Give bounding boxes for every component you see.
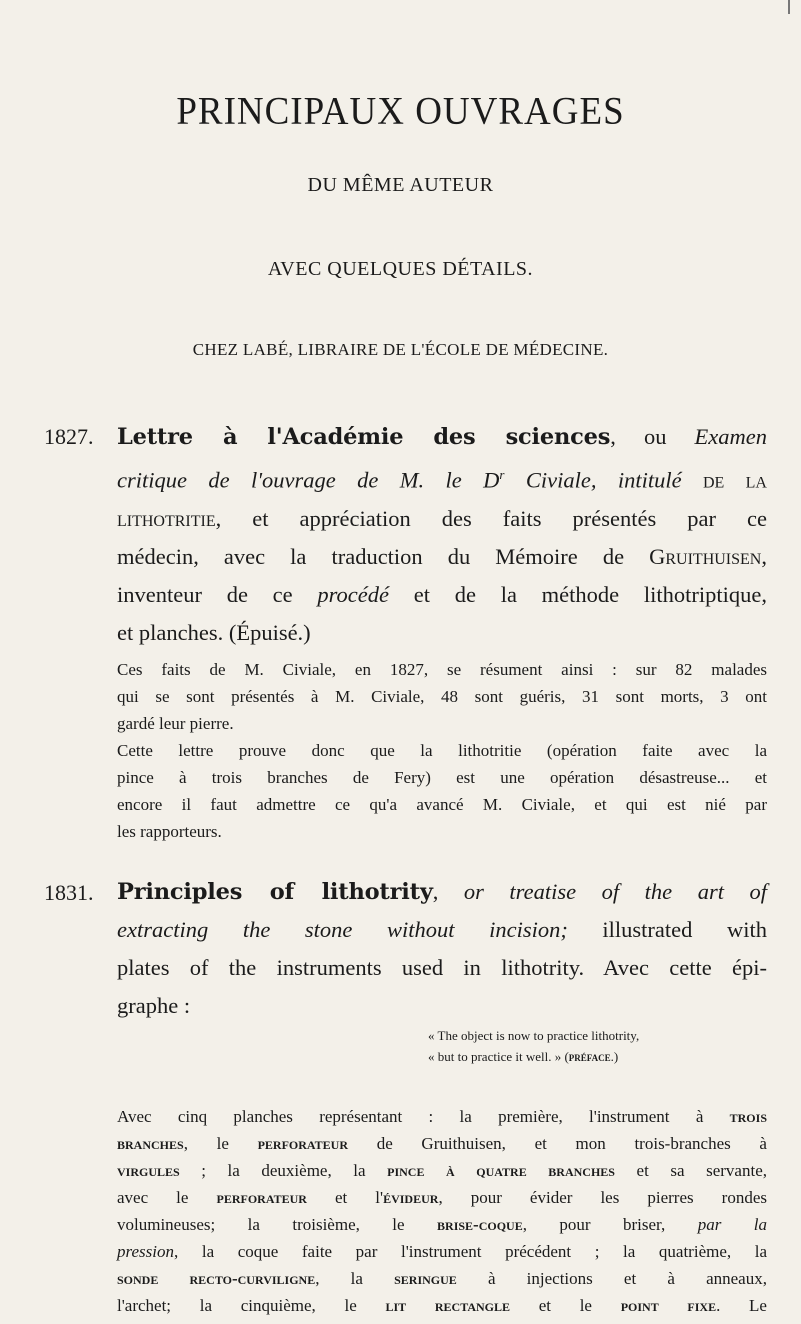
entry-line: plates of the instruments used in lithotrity. Avec cette épi- [117, 955, 767, 980]
entry-line [117, 538, 767, 576]
note-line: qui se sont présentés à M. Civiale, 48 sont guéris, 31 sont morts, 3 ont [117, 687, 767, 706]
text: inventeur de ce [117, 581, 318, 607]
text: préface [568, 1049, 611, 1064]
desc-line [117, 1211, 767, 1238]
text: l'archet; la cinquième, le [117, 1296, 386, 1315]
text: virgules [117, 1161, 180, 1180]
text: point fixe [620, 1296, 717, 1315]
text: par la [697, 1215, 768, 1234]
entry-1827-note [117, 656, 767, 845]
text: critique de l'ouvrage de M. le D [117, 467, 500, 493]
text: perforateur [257, 1134, 349, 1153]
text: lit rectangle [385, 1296, 510, 1315]
note-line: Ces faits de M. Civiale, en 1827, se résument ainsi : sur 82 malades [117, 660, 767, 679]
text: Gruithuisen [649, 543, 762, 569]
entry-line [117, 456, 767, 500]
entry-1831-heading [117, 873, 767, 1025]
text: ; la deuxième, la [179, 1161, 388, 1180]
text: pression [117, 1242, 174, 1261]
text: volumineuses; la troisième, le [117, 1215, 438, 1234]
text: lithotritie [117, 505, 216, 531]
epigraph-line [428, 1046, 768, 1067]
note-line: gardé leur pierre. [117, 714, 234, 733]
entry-title: Principles of lithotrity [117, 879, 433, 905]
text: seringue [394, 1269, 457, 1288]
text: .) [610, 1049, 619, 1064]
text: Civiale, intitulé [504, 467, 703, 493]
text: et de la méthode lithotriptique, [389, 581, 767, 607]
text: , la coque faite par l'instrument précédent ; la quatrième, la [174, 1242, 767, 1261]
text: trois [729, 1107, 767, 1126]
text: Examen [694, 424, 767, 449]
entry-line [117, 500, 767, 538]
entry-line [117, 911, 767, 949]
epigraph [428, 1025, 768, 1067]
text: évideur [383, 1188, 439, 1207]
note-line: Cette lettre prouve donc que la lithotritie (opération faite avec la [117, 741, 767, 760]
text: , et appréciation des faits présentés par ce [215, 505, 767, 531]
text: extracting the stone without incision; [117, 917, 568, 942]
text: , [432, 879, 464, 904]
entry-year-1827: 1827. [44, 424, 94, 449]
text: médecin, avec la traduction du Mémoire de [117, 543, 650, 569]
epigraph-line: « The object is now to practice lithotrity, [428, 1028, 640, 1043]
text: Avec cinq planches représentant : la première, l'instrument à [117, 1107, 730, 1126]
text: pince à quatre branches [387, 1161, 615, 1180]
text: brise-coque [437, 1215, 523, 1234]
text: illustrated with [567, 917, 767, 942]
text: de Gruithuisen, et mon trois-branches à [348, 1134, 767, 1153]
text: de la [702, 467, 767, 493]
text: or treatise of the art of [463, 879, 767, 904]
text: , [761, 543, 767, 569]
text: , le [183, 1134, 258, 1153]
desc-line [117, 1157, 767, 1184]
entry-line: graphe : [117, 993, 191, 1018]
desc-line [117, 1130, 767, 1157]
text: à injections et à anneaux, [456, 1269, 767, 1288]
entry-line [117, 873, 767, 911]
text: . Le [716, 1296, 767, 1315]
entry-line [117, 576, 767, 614]
text: , pour évider les pierres rondes [438, 1188, 767, 1207]
entry-1827-heading [117, 418, 767, 652]
subtitle-details: AVEC QUELQUES DÉTAILS. [267, 258, 534, 280]
note-line: encore il faut admettre ce qu'a avancé M. Civiale, et qui est nié par [117, 795, 767, 814]
text: perforateur [216, 1188, 307, 1207]
subtitle-author: DU MÊME AUTEUR [307, 174, 494, 196]
text: procédé [317, 581, 390, 607]
note-line: les rapporteurs. [117, 822, 222, 841]
text: et le [510, 1296, 621, 1315]
desc-line [117, 1184, 767, 1211]
entry-1831-description [117, 1103, 767, 1319]
entry-year-1831: 1831. [44, 880, 94, 905]
entry-line [117, 418, 767, 456]
text: , ou [610, 424, 695, 449]
desc-line [117, 1238, 767, 1265]
desc-line [117, 1265, 767, 1292]
text: et sa servante, [614, 1161, 767, 1180]
text: « but to practice it well. » ( [428, 1049, 569, 1064]
text: , pour briser, [522, 1215, 698, 1234]
note-line: pince à trois branches de Fery) est une opération désastreuse... et [117, 768, 767, 787]
text: r [499, 467, 505, 482]
desc-line [117, 1103, 767, 1130]
text: , la [315, 1269, 395, 1288]
entry-title: Lettre à l'Académie des sciences [117, 424, 611, 450]
desc-line [117, 1292, 767, 1319]
entry-line: et planches. (Épuisé.) [117, 619, 311, 645]
text: branches [117, 1134, 184, 1153]
text: et l' [306, 1188, 384, 1207]
publisher-line: CHEZ LABÉ, LIBRAIRE DE L'ÉCOLE DE MÉDECINE. [192, 340, 609, 359]
text: avec le [117, 1188, 217, 1207]
page-title: PRINCIPAUX OUVRAGES [176, 89, 625, 134]
print-mark [788, 0, 790, 14]
text: sonde recto-curviligne [117, 1269, 316, 1288]
